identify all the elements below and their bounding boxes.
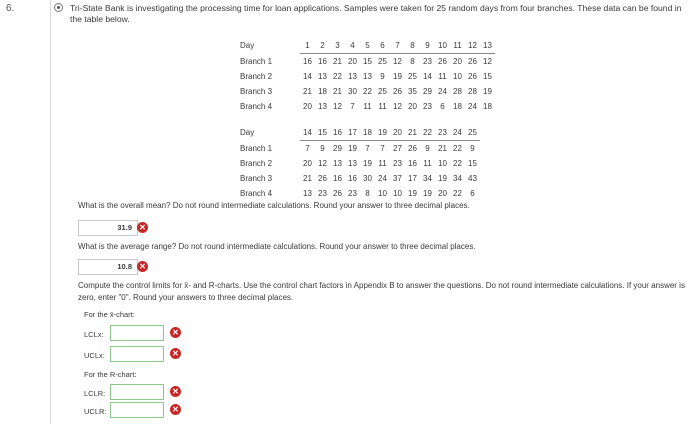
table-cell: 13 [303,189,312,198]
table-cell: 20 [303,102,312,111]
table-cell: 9 [425,144,430,153]
day-number: 9 [420,38,435,54]
table-cell: 21 [333,57,342,66]
day-number: 25 [465,125,480,141]
table-row [240,69,495,84]
table-cell: 21 [303,174,312,183]
table-cell: 23 [318,189,327,198]
table-cell: 15 [363,57,372,66]
table-cell: 11 [423,159,432,168]
table-cell: 22 [363,87,372,96]
table-row [240,186,480,201]
table-cell: 25 [408,72,417,81]
branch-label: Branch 3 [240,174,273,183]
day-number: 12 [465,38,480,54]
table-cell: 43 [468,174,477,183]
table-cell: 30 [348,87,357,96]
day-header: Day [240,128,255,138]
table-cell: 26 [333,189,342,198]
day-number: 1 [300,38,315,54]
xbar-chart-heading: For the x̄-chart: [84,310,135,319]
table-cell: 9 [320,144,325,153]
table-cell: 11 [363,102,372,111]
incorrect-icon: ✕ [170,348,181,359]
table-cell: 24 [378,174,387,183]
table-row [240,156,480,171]
table-cell: 18 [483,102,492,111]
day-number: 22 [420,125,435,141]
day-number: 7 [390,38,405,54]
incorrect-icon: ✕ [170,404,181,415]
day-number: 13 [480,38,495,54]
table-cell: 27 [393,144,402,153]
branch-label: Branch 2 [240,72,273,81]
table-cell: 26 [468,57,477,66]
day-number: 15 [315,125,330,141]
day-number: 18 [360,125,375,141]
table-cell: 7 [380,144,385,153]
table-cell: 10 [378,189,387,198]
incorrect-icon: ✕ [170,327,181,338]
table-cell: 13 [348,159,357,168]
table-cell: 13 [333,159,342,168]
table-cell: 20 [408,102,417,111]
data-table-days-14-25 [240,125,480,201]
mean-question: What is the overall mean? Do not round intermediate calculations. Round your answer to three decimal places. [78,201,470,210]
table-cell: 19 [393,72,402,81]
table-row [240,84,495,99]
branch-label: Branch 4 [240,102,273,111]
table-cell: 22 [333,72,342,81]
day-number: 21 [405,125,420,141]
table-cell: 16 [303,57,312,66]
incorrect-icon: ✕ [137,261,148,272]
day-number: 16 [330,125,345,141]
table-cell: 26 [408,144,417,153]
question-divider [50,0,51,424]
table-cell: 20 [303,159,312,168]
table-cell: 21 [333,87,342,96]
table-cell: 16 [318,57,327,66]
table-cell: 6 [470,189,475,198]
table-cell: 20 [453,57,462,66]
table-cell: 11 [378,159,387,168]
table-cell: 20 [348,57,357,66]
table-cell: 23 [423,57,432,66]
table-cell: 7 [365,144,370,153]
table-cell: 30 [363,174,372,183]
day-number: 17 [345,125,360,141]
table-header-row [240,125,480,141]
table-cell: 26 [318,174,327,183]
table-row [240,171,480,186]
table-cell: 12 [393,102,402,111]
table-cell: 11 [378,102,387,111]
average-range-answer[interactable]: 10.8 [78,259,138,275]
branch-label: Branch 1 [240,56,273,66]
table-cell: 17 [408,174,417,183]
day-number: 11 [450,38,465,54]
question-intro: Tri-State Bank is investigating the processing time for loan applications. Samples were taken for 25 random days from four branches. These data can be found in the table below. [70,3,682,24]
table-cell: 13 [318,72,327,81]
table-cell: 19 [363,159,372,168]
table-cell: 16 [348,174,357,183]
uclx-label: UCLx: [84,351,105,360]
day-number: 6 [375,38,390,54]
table-cell: 15 [483,72,492,81]
day-number: 23 [435,125,450,141]
day-number: 24 [450,125,465,141]
lclx-input[interactable] [110,325,164,341]
table-cell: 18 [318,87,327,96]
table-cell: 16 [408,159,417,168]
table-cell: 7 [350,102,355,111]
table-cell: 34 [453,174,462,183]
table-cell: 26 [468,72,477,81]
day-number: 5 [360,38,375,54]
table-cell: 10 [453,72,462,81]
table-cell: 14 [303,72,312,81]
table-cell: 8 [365,189,370,198]
table-cell: 24 [468,102,477,111]
table-cell: 13 [318,102,327,111]
incorrect-icon: ✕ [170,386,181,397]
table-cell: 22 [453,159,462,168]
uclr-label: UCLR: [84,407,107,416]
table-row [240,99,495,114]
table-cell: 21 [438,144,447,153]
table-cell: 29 [423,87,432,96]
table-cell: 20 [438,189,447,198]
table-row [240,141,480,157]
table-cell: 19 [408,189,417,198]
table-cell: 23 [423,102,432,111]
branch-label: Branch 1 [240,143,273,153]
day-number: 20 [390,125,405,141]
table-cell: 26 [393,87,402,96]
table-cell: 28 [453,87,462,96]
table-cell: 11 [438,72,447,81]
table-cell: 18 [453,102,462,111]
table-cell: 28 [468,87,477,96]
table-cell: 23 [393,159,402,168]
table-cell: 14 [423,72,432,81]
table-cell: 7 [305,144,310,153]
table-row [240,54,495,70]
day-number: 14 [300,125,315,141]
table-cell: 12 [393,57,402,66]
lclr-input[interactable] [110,384,164,400]
table-cell: 25 [378,87,387,96]
table-cell: 12 [483,57,492,66]
day-number: 4 [345,38,360,54]
table-cell: 10 [393,189,402,198]
table-cell: 19 [423,189,432,198]
table-cell: 23 [348,189,357,198]
table-cell: 15 [468,159,477,168]
table-cell: 22 [453,189,462,198]
uclr-input[interactable] [110,402,164,418]
data-table-days-1-13 [240,38,495,114]
question-number: 6. [6,3,15,14]
table-header-row [240,38,495,54]
table-cell: 12 [333,102,342,111]
table-cell: 37 [393,174,402,183]
branch-label: Branch 4 [240,189,273,198]
table-cell: 34 [423,174,432,183]
r-chart-heading: For the R-chart: [84,370,137,379]
table-cell: 9 [380,72,385,81]
table-cell: 10 [438,159,447,168]
table-cell: 35 [408,87,417,96]
table-cell: 13 [363,72,372,81]
table-cell: 13 [348,72,357,81]
range-question: What is the average range? Do not round intermediate calculations. Round your answer to three decimal places. [78,242,476,251]
uclx-input[interactable] [110,346,164,362]
day-header: Day [240,41,255,51]
table-cell: 8 [410,57,415,66]
day-number: 10 [435,38,450,54]
table-cell: 22 [453,144,462,153]
day-number: 3 [330,38,345,54]
table-cell: 24 [438,87,447,96]
branch-label: Branch 2 [240,159,273,168]
table-cell: 12 [318,159,327,168]
day-number: 2 [315,38,330,54]
day-number: 8 [405,38,420,54]
table-cell: 19 [483,87,492,96]
table-cell: 19 [348,144,357,153]
table-cell: 21 [303,87,312,96]
incorrect-icon: ✕ [137,222,148,233]
control-limits-question: Compute the control limits for x̄- and R-charts. Use the control chart factors in Appendix B to answer the questions. Do not round intermediate calculations. If your answer is zero, enter "0". Round your answers to three decimal places. [78,281,685,302]
branch-label: Branch 3 [240,87,273,96]
table-cell: 25 [378,57,387,66]
table-cell: 19 [438,174,447,183]
question-status-icon [54,3,63,12]
lclx-label: LCLx: [84,330,104,339]
table-cell: 16 [333,174,342,183]
overall-mean-answer[interactable]: 31.9 [78,220,138,236]
day-number: 19 [375,125,390,141]
table-cell: 29 [333,144,342,153]
table-cell: 9 [470,144,475,153]
table-cell: 26 [438,57,447,66]
lclr-label: LCLR: [84,389,106,398]
table-cell: 6 [440,102,445,111]
